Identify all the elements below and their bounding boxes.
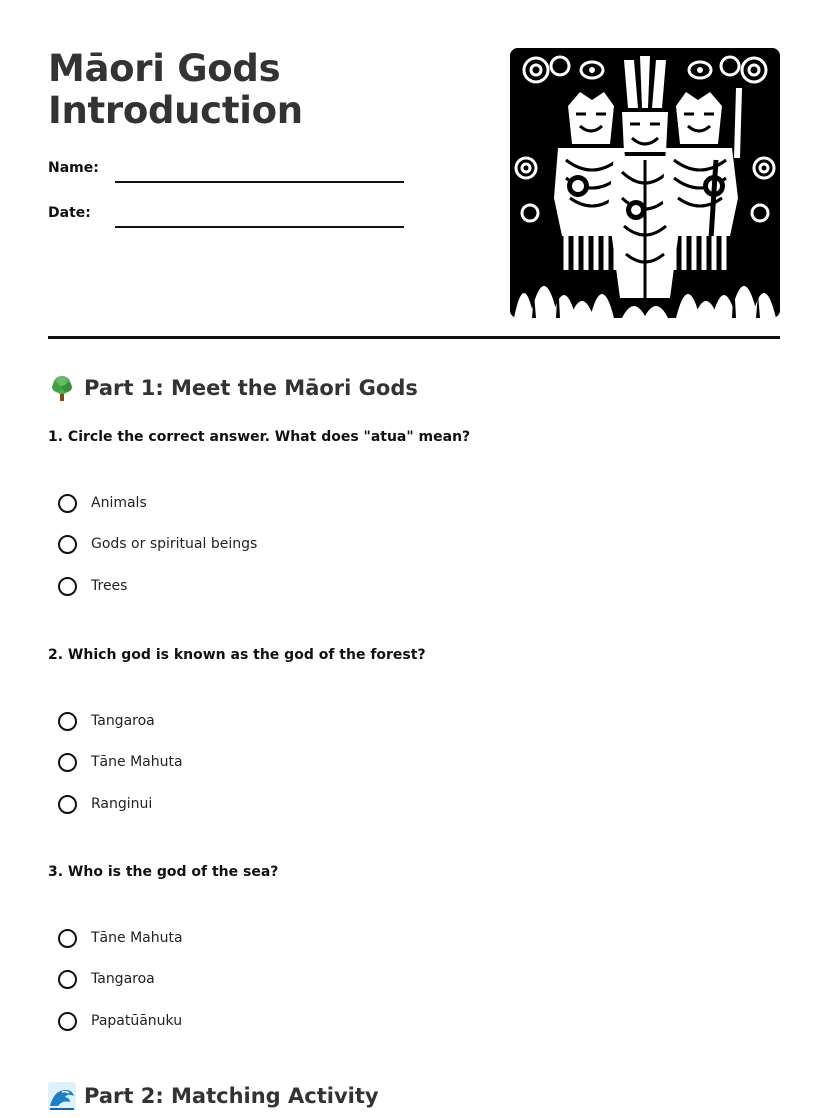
maori-gods-illustration [510, 48, 780, 318]
date-line[interactable] [115, 226, 404, 228]
carved-figures-image [510, 48, 780, 318]
option-label: Trees [91, 578, 128, 594]
radio-circle[interactable] [58, 535, 77, 554]
radio-circle[interactable] [58, 753, 77, 772]
q2-option-2[interactable] [58, 750, 183, 774]
q1-option-1[interactable] [58, 491, 147, 515]
radio-circle[interactable] [58, 712, 77, 731]
radio-circle[interactable] [58, 494, 77, 513]
q2-option-1[interactable] [58, 709, 155, 733]
option-label: Tangaroa [91, 713, 155, 729]
option-label: Tāne Mahuta [91, 754, 183, 770]
radio-circle[interactable] [58, 970, 77, 989]
title-line-2: Introduction [48, 89, 303, 132]
option-label: Tāne Mahuta [91, 930, 183, 946]
tree-icon [48, 374, 76, 402]
option-label: Gods or spiritual beings [91, 536, 258, 552]
part1-heading [48, 374, 418, 402]
q3-option-1[interactable] [58, 926, 183, 950]
question-3: 3. Who is the god of the sea? [48, 864, 279, 880]
part2-heading [48, 1082, 379, 1110]
option-label: Animals [91, 495, 147, 511]
q1-option-2[interactable] [58, 532, 257, 556]
radio-circle[interactable] [58, 577, 77, 596]
question-1: 1. Circle the correct answer. What does "atua" mean? [48, 429, 471, 445]
part1-title: Part 1: Meet the Māori Gods [84, 376, 418, 400]
q3-option-3[interactable] [58, 1009, 182, 1033]
option-label: Tangaroa [91, 971, 155, 987]
radio-circle[interactable] [58, 795, 77, 814]
wave-icon [48, 1082, 76, 1110]
part2-title: Part 2: Matching Activity [84, 1084, 379, 1108]
q3-option-2[interactable] [58, 967, 155, 991]
q2-option-3[interactable] [58, 792, 152, 816]
header-divider [48, 336, 780, 339]
option-label: Papatūānuku [91, 1013, 183, 1029]
radio-circle[interactable] [58, 929, 77, 948]
q1-option-3[interactable] [58, 574, 127, 598]
question-2: 2. Which god is known as the god of the forest? [48, 647, 426, 663]
title-line-1: Māori Gods [48, 47, 281, 90]
option-label: Ranginui [91, 796, 153, 812]
name-line[interactable] [115, 181, 404, 183]
radio-circle[interactable] [58, 1012, 77, 1031]
date-label: Date: [48, 205, 91, 221]
name-label: Name: [48, 160, 99, 176]
worksheet-title [48, 48, 468, 132]
